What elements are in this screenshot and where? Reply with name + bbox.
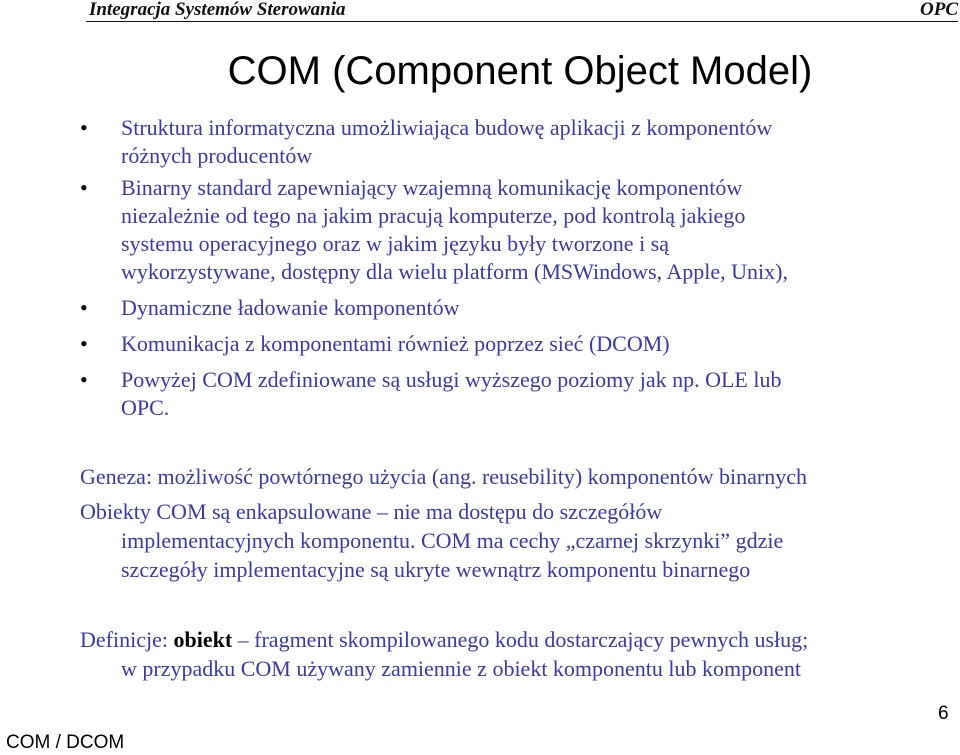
bullet-marker: • xyxy=(80,331,88,356)
definition-paragraph xyxy=(80,625,955,683)
bullet-text: różnych producentów xyxy=(121,143,313,168)
bullet-text: Powyżej COM zdefiniowane są usługi wyższego poziomy jak np. OLE lub xyxy=(121,367,782,392)
objects-text: szczegóły implementacyjne są ukryte wewnątrz komponentu binarnego xyxy=(121,557,751,582)
definition-term: obiekt xyxy=(173,627,233,652)
genesis-paragraph xyxy=(80,462,955,491)
objects-text: Obiekty COM są enkapsulowane – nie ma dostępu do szczegółów xyxy=(80,499,663,524)
bullet-text: Binarny standard zapewniający wzajemną komunikację komponentów xyxy=(121,175,743,200)
definition-text: w przypadku COM używany zamiennie z obiekt komponentu lub komponent xyxy=(121,656,802,681)
bullet-text: systemu operacyjnego oraz w jakim języku były tworzone i są xyxy=(121,231,670,256)
bullet-marker: • xyxy=(80,367,88,392)
definition-label: Definicje: xyxy=(80,627,174,652)
bullet-marker: • xyxy=(80,115,88,140)
page-number: 6 xyxy=(938,703,949,724)
bullet-text: niezależnie od tego na jakim pracują komputerze, pod kontrolą jakiego xyxy=(121,203,746,228)
bullet-text: Komunikacja z komponentami również poprzez sieć (DCOM) xyxy=(121,331,670,356)
slide-header xyxy=(86,0,958,22)
definition-text: – fragment skompilowanego kodu dostarczający pewnych usług; xyxy=(232,627,809,652)
bullet-text: Dynamiczne ładowanie komponentów xyxy=(121,295,460,320)
bullet-text: OPC. xyxy=(121,395,170,420)
objects-text: implementacyjnych komponentu. COM ma cechy „czarnej skrzynki” gdzie xyxy=(121,528,784,553)
objects-paragraph xyxy=(80,497,955,584)
bullet-marker: • xyxy=(80,295,88,320)
genesis-text: Geneza: możliwość powtórnego użycia (ang. reusebility) komponentów binarnych xyxy=(80,464,807,489)
slide-title: COM (Component Object Model) xyxy=(227,49,813,93)
bullet-text: wykorzystywane, dostępny dla wielu platform (MSWindows, Apple, Unix), xyxy=(121,259,788,284)
footer-section-label: COM / DCOM xyxy=(6,732,125,753)
header-course-title: Integracja Systemów Sterowania xyxy=(89,0,346,20)
bullet-text: Struktura informatyczna umożliwiająca budowę aplikacji z komponentów xyxy=(121,115,773,140)
header-topic: OPC xyxy=(920,0,958,20)
bullet-marker: • xyxy=(80,175,88,200)
